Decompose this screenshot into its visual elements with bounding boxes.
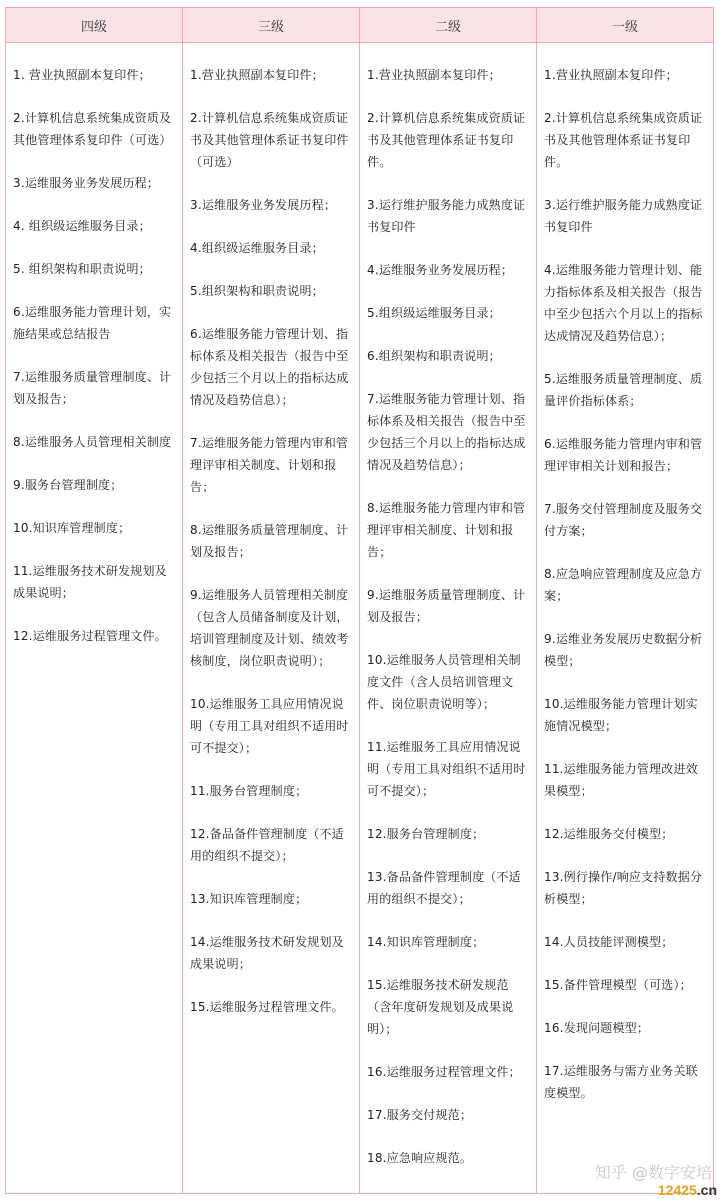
list-item: 4.组织级运维服务目录； <box>190 241 324 255</box>
list-item: 9.运维业务发展历史数据分析模型； <box>544 632 703 668</box>
site-logo <box>658 1182 717 1198</box>
list-item: 13.知识库管理制度； <box>190 892 308 906</box>
list-item: 17.运维服务与需方业务关联度模型。 <box>544 1064 698 1100</box>
list-item: 10.知识库管理制度； <box>13 521 131 535</box>
table-header-row <box>6 8 713 43</box>
list-item: 10.运维服务人员管理相关制度文件（含人员培训管理文件、岗位职责说明等）； <box>367 653 521 711</box>
list-item: 7.运维服务质量管理制度、计划及报告； <box>13 370 172 406</box>
list-item: 5.运维服务质量管理制度、质量评价指标体系； <box>544 372 703 408</box>
list-item: 15.运维服务过程管理文件。 <box>190 1000 344 1014</box>
list-item: 5. 组织架构和职责说明； <box>13 262 151 276</box>
list-item: 4.运维服务业务发展历程； <box>367 263 514 277</box>
column-level-4 <box>6 43 183 1193</box>
list-item: 12.服务台管理制度； <box>367 827 485 841</box>
list-item: 8.应急响应管理制度及应急方案； <box>544 567 703 603</box>
list-item: 5.组织级运维服务目录； <box>367 306 501 320</box>
list-item: 6.运维服务能力管理计划、指标体系及相关报告（报告中至少包括三个月以上的指标达成情况及趋势信息）； <box>190 327 349 407</box>
list-item: 14.知识库管理制度； <box>367 935 485 949</box>
list-item: 1.营业执照副本复印件； <box>190 68 324 82</box>
list-item: 13.备品备件管理制度（不适用的组织不提交）； <box>367 870 521 906</box>
list-item: 2.计算机信息系统集成资质及其他管理体系复印件（可选） <box>13 111 172 147</box>
header-level-2: 二级 <box>360 8 537 42</box>
list-item: 3.运行维护服务能力成熟度证书复印件 <box>544 198 703 234</box>
list-item: 7.运维服务能力管理内审和管理评审相关制度、计划和报告； <box>190 436 349 494</box>
list-item: 1.营业执照副本复印件； <box>367 68 501 82</box>
list-item: 10.运维服务能力管理计划实施情况模型； <box>544 697 698 733</box>
watermark-text: 知乎 @数字安培 <box>594 1163 712 1182</box>
list-item: 9.运维服务人员管理相关制度（包含人员储备制度及计划，培训管理制度及计划、绩效考核制度，岗位职责说明）； <box>190 588 349 668</box>
list-item: 11.服务台管理制度； <box>190 784 308 798</box>
logo-brand: 12425 <box>657 1182 697 1198</box>
list-item: 13.例行操作/响应支持数据分析模型； <box>544 870 703 906</box>
list-item: 12.备品备件管理制度（不适用的组织不提交）； <box>190 827 344 863</box>
list-item: 11.运维服务工具应用情况说明（专用工具对组织不适用时可不提交）； <box>367 740 526 798</box>
requirements-table <box>5 7 714 1194</box>
list-item: 4. 组织级运维服务目录； <box>13 219 151 233</box>
list-item: 7.服务交付管理制度及服务交付方案； <box>544 502 703 538</box>
list-item: 16.运维服务过程管理文件； <box>367 1065 521 1079</box>
list-item: 3.运维服务业务发展历程； <box>190 198 337 212</box>
list-item: 14.运维服务技术研发规划及成果说明； <box>190 935 344 971</box>
list-item: 8.运维服务人员管理相关制度 <box>13 435 172 449</box>
list-item: 18.应急响应规范。 <box>367 1151 473 1165</box>
list-item: 15.备件管理模型（可选）； <box>544 978 692 992</box>
list-item: 9.运维服务质量管理制度、计划及报告； <box>367 588 526 624</box>
list-item: 3.运行维护服务能力成熟度证书复印件 <box>367 198 526 234</box>
list-item: 11.运维服务能力管理改进效果模型； <box>544 762 698 798</box>
list-item: 15.运维服务技术研发规范（含年度研发规划及成果说明）； <box>367 978 514 1036</box>
list-item: 7.运维服务能力管理计划、指标体系及相关报告（报告中至少包括三个月以上的指标达成情况及趋势信息）； <box>367 392 526 472</box>
list-item: 4.运维服务能力管理计划、能力指标体系及相关报告（报告中至少包括六个月以上的指标达成情况及趋势信息）； <box>544 263 703 343</box>
list-item: 5.组织架构和职责说明； <box>190 284 324 298</box>
list-item: 6.运维服务能力管理内审和管理评审相关计划和报告； <box>544 437 703 473</box>
list-item: 14.人员技能评测模型； <box>544 935 674 949</box>
table-body-row <box>6 43 713 1193</box>
list-item: 2.计算机信息系统集成资质证书及其他管理体系证书复印件。 <box>544 111 703 169</box>
header-level-1: 一级 <box>611 19 638 35</box>
list-item: 2.计算机信息系统集成资质证书及其他管理体系证书复印件。 <box>367 111 526 169</box>
logo-tld: .cn <box>696 1182 717 1198</box>
list-item: 3.运维服务业务发展历程； <box>13 176 160 190</box>
list-item: 8.运维服务质量管理制度、计划及报告； <box>190 523 349 559</box>
list-item: 6.运维服务能力管理计划，实施结果或总结报告 <box>13 305 172 341</box>
column-level-2 <box>360 43 537 1193</box>
list-item: 9.服务台管理制度； <box>13 478 123 492</box>
list-item: 2.计算机信息系统集成资质证书及其他管理体系证书复印件（可选） <box>190 111 349 169</box>
header-level-3: 三级 <box>183 8 360 42</box>
list-item: 6.组织架构和职责说明； <box>367 349 501 363</box>
column-level-3 <box>183 43 360 1193</box>
list-item: 1. 营业执照副本复印件； <box>13 68 151 82</box>
list-item: 8.运维服务能力管理内审和管理评审相关制度、计划和报告； <box>367 501 526 559</box>
list-item: 12.运维服务过程管理文件。 <box>13 629 167 643</box>
list-item: 11.运维服务技术研发规划及成果说明； <box>13 564 167 600</box>
list-item: 12.运维服务交付模型； <box>544 827 674 841</box>
header-level-4: 四级 <box>6 8 183 42</box>
list-item: 10.运维服务工具应用情况说明（专用工具对组织不适用时可不提交）； <box>190 697 349 755</box>
list-item: 1.营业执照副本复印件； <box>544 68 678 82</box>
column-level-1 <box>537 43 713 1193</box>
list-item: 17.服务交付规范； <box>367 1108 473 1122</box>
list-item: 16.发现问题模型； <box>544 1021 650 1035</box>
